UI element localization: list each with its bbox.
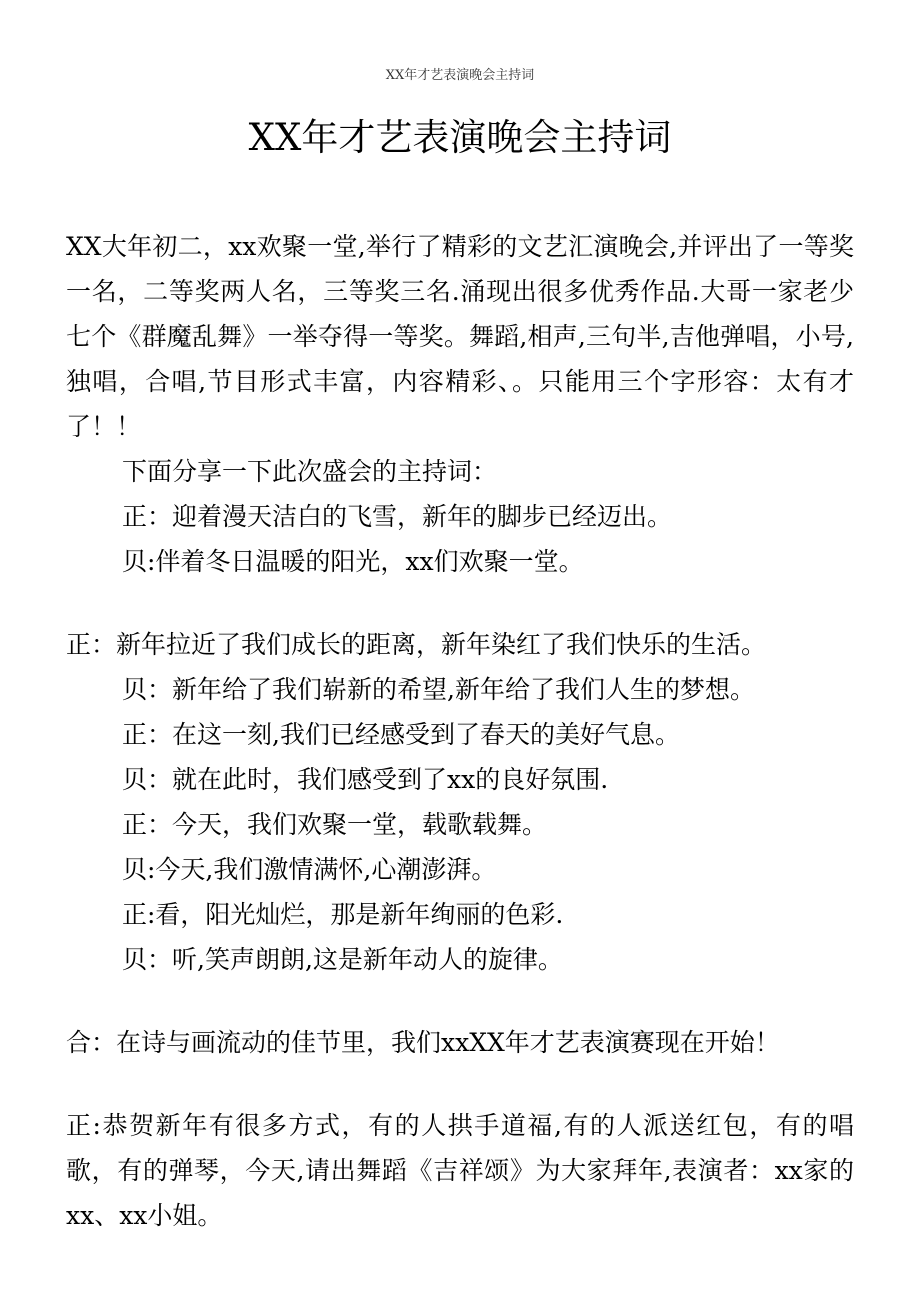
dialogue-line: 正：今天，我们欢聚一堂，载歌载舞。 <box>122 810 548 839</box>
share-line: 下面分享一下此次盛会的主持词： <box>122 457 498 486</box>
dialogue-line: 贝：新年给了我们崭新的希望,新年给了我们人生的梦想。 <box>122 675 755 704</box>
dialogue-line: 正：新年拉近了我们成长的距离，新年染红了我们快乐的生活。 <box>66 630 767 659</box>
dialogue-line: 贝:伴着冬日温暖的阳光，xx们欢聚一堂。 <box>122 547 584 576</box>
dialogue-line: 贝：听,笑声朗朗,这是新年动人的旋律。 <box>122 945 563 974</box>
dialogue-line: 贝:今天,我们激情满怀,心潮澎湃。 <box>122 855 497 884</box>
document-title: XX年才艺表演晚会主持词 <box>248 116 672 159</box>
intro-paragraph: XX大年初二，xx欢聚一堂,举行了精彩的文艺汇演晚会,并评出了一等奖一名，二等奖两人名，三等奖三名.涌现出很多优秀作品.大哥一家老少七个《群魔乱舞》一举夺得一等奖。舞蹈,相声,三句半,吉他弹唱，小号,独唱，合唱,节目形式丰富，内容精彩、。只能用三个字形容：太有才了！！ <box>66 232 854 441</box>
together-line: 合：在诗与画流动的佳节里，我们xxXX年才艺表演赛现在开始！ <box>66 1028 780 1057</box>
dialogue-line: 正:看，阳光灿烂，那是新年绚丽的色彩. <box>122 900 564 929</box>
final-paragraph: 正:恭贺新年有很多方式，有的人拱手道福,有的人派送红包，有的唱歌，有的弹琴，今天,请出舞蹈《吉祥颂》为大家拜年,表演者：xx家的xx、xx小姐。 <box>66 1111 854 1230</box>
dialogue-line: 正：迎着漫天洁白的飞雪，新年的脚步已经迈出。 <box>122 502 673 531</box>
dialogue-line: 贝：就在此时，我们感受到了xx的良好氛围. <box>122 765 609 794</box>
running-header: XX年才艺表演晚会主持词 <box>385 68 535 83</box>
document-body <box>66 224 854 1238</box>
dialogue-line: 正：在这一刻,我们已经感受到了春天的美好气息。 <box>122 720 680 749</box>
